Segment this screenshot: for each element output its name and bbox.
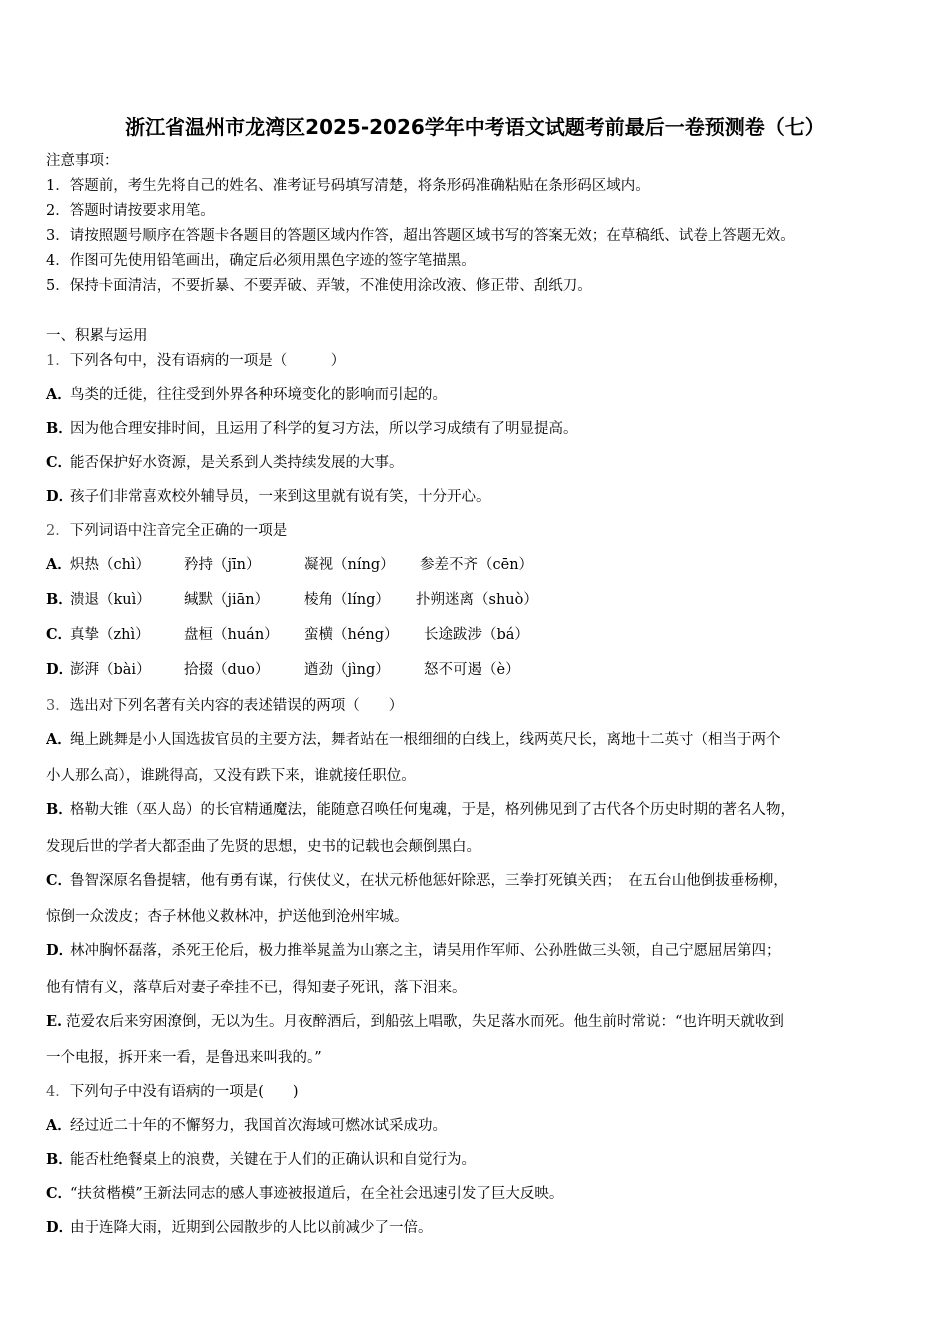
q3-option-e-line1 xyxy=(46,1012,908,1032)
option-text: 经过近二十年的不懈努力，我国首次海域可燃冰试采成功。 xyxy=(70,1118,447,1134)
q1-option-b xyxy=(46,419,578,439)
option-letter: A． xyxy=(46,556,72,573)
option-text: 能否保护好水资源，是关系到人类持续发展的大事。 xyxy=(70,455,404,471)
q4-option-d xyxy=(46,1218,433,1238)
option-word: 扑朔迷离（shuò） xyxy=(416,592,538,608)
option-text: 林冲胸怀磊落，杀死王伦后，极力推举晁盖为山寨之主，请吴用作军师、公孙胜做三头领，自己宁愿屈居第四； xyxy=(70,943,781,959)
question-number: 3． xyxy=(46,698,70,714)
option-letter: B． xyxy=(46,591,73,608)
notice-heading: 注意事项： xyxy=(46,153,119,169)
q3-option-e-line2: 一个电报，拆开来一看，是鲁迅来叫我的。” xyxy=(46,1050,322,1066)
option-text: “扶贫楷模”王新法同志的感人事迹被报道后，在全社会迅速引发了巨大反映。 xyxy=(70,1186,564,1202)
option-word: 缄默（jiān） xyxy=(184,592,270,608)
option-word: 长途跋涉（bá） xyxy=(424,627,529,643)
question-stem: 下列词语中注音完全正确的一项是 xyxy=(69,523,288,539)
option-letter: D． xyxy=(46,488,74,505)
option-letter: A． xyxy=(46,386,72,403)
option-word: 炽热（chì） xyxy=(70,557,151,573)
q3-option-b-line2: 发现后世的学者大都歪曲了先贤的思想，史书的记载也会颠倒黑白。 xyxy=(46,839,481,855)
option-word: 怒不可遏（è） xyxy=(424,662,520,678)
question-number: 4． xyxy=(46,1084,70,1100)
q3-option-b-line1 xyxy=(46,800,908,820)
q4-option-b xyxy=(46,1150,476,1170)
q3-option-c-line1 xyxy=(46,871,908,891)
q1-option-a xyxy=(46,385,447,405)
option-letter: C． xyxy=(46,626,73,643)
notice-item: 5．保持卡面清洁，不要折暴、不要弄破、弄皱，不准使用涂改液、修正带、刮纸刀。 xyxy=(46,278,592,294)
notice-item: 4．作图可先使用铅笔画出，确定后必须用黑色字迹的签字笔描黑。 xyxy=(46,253,476,269)
q3-option-c-line2: 惊倒一众泼皮；杏子林他义救林冲，护送他到沧州牢城。 xyxy=(46,909,409,925)
option-word: 凝视（níng） xyxy=(304,557,395,573)
question-2 xyxy=(46,521,287,541)
option-word: 盘桓（huán） xyxy=(184,627,279,643)
option-letter: B． xyxy=(46,420,73,437)
question-number: 2． xyxy=(46,523,70,539)
option-letter: A． xyxy=(46,1117,72,1134)
option-word: 真挚（zhì） xyxy=(70,627,150,643)
option-text: 鲁智深原名鲁提辖，他有勇有谋，行侠仗义，在状元桥他惩奸除恶，三拳打死镇关西； 在五台山他倒拔垂杨柳， xyxy=(70,873,788,889)
question-number: 1． xyxy=(46,353,70,369)
option-letter: B． xyxy=(46,801,73,818)
q1-option-d xyxy=(46,487,491,507)
option-letter: C． xyxy=(46,454,73,471)
option-letter: D． xyxy=(46,942,74,959)
notice-item: 2．答题时请按要求用笔。 xyxy=(46,203,215,219)
q4-option-a xyxy=(46,1116,447,1136)
q2-option-b xyxy=(46,590,538,610)
notice-item: 1．答题前，考生先将自己的姓名、准考证号码填写清楚，将条形码准确粘贴在条形码区域内。 xyxy=(46,178,650,194)
option-text: 因为他合理安排时间，且运用了科学的复习方法，所以学习成绩有了明显提高。 xyxy=(70,421,578,437)
section-heading: 一、积累与运用 xyxy=(46,328,148,344)
q3-option-a-line2: 小人那么高），谁跳得高，又没有跌下来，谁就接任职位。 xyxy=(46,768,416,784)
q1-option-c xyxy=(46,453,404,473)
option-text: 由于连降大雨，近期到公园散步的人比以前减少了一倍。 xyxy=(70,1220,433,1236)
option-letter: C． xyxy=(46,872,73,889)
option-word: 棱角（líng） xyxy=(304,592,390,608)
q4-option-c xyxy=(46,1184,563,1204)
option-letter: E. xyxy=(46,1013,63,1030)
option-word: 遒劲（jìng） xyxy=(304,662,390,678)
q2-option-d xyxy=(46,660,520,680)
q3-option-d-line2: 他有情有义，落草后对妻子牵挂不已，得知妻子死讯，落下泪来。 xyxy=(46,980,467,996)
q2-option-a xyxy=(46,555,533,575)
option-text: 能否杜绝餐桌上的浪费，关键在于人们的正确认识和自觉行为。 xyxy=(70,1152,476,1168)
question-3 xyxy=(46,696,403,716)
option-text: 格勒大锥（巫人岛）的长官精通魔法，能随意召唤任何鬼魂，于是，格列佛见到了古代各个历史时期的著名人物， xyxy=(70,802,795,818)
option-letter: D． xyxy=(46,661,74,678)
q2-option-c xyxy=(46,625,529,645)
question-stem: 选出对下列名著有关内容的表述错误的两项（ ） xyxy=(69,698,404,714)
question-1 xyxy=(46,351,345,371)
option-letter: D． xyxy=(46,1219,74,1236)
option-word: 矜持（jīn） xyxy=(184,557,261,573)
option-text: 绳上跳舞是小人国选拔官员的主要方法，舞者站在一根细细的白线上，线两英尺长，离地十二英寸（相当于两个 xyxy=(70,732,781,748)
option-text: 鸟类的迁徙，往往受到外界各种环境变化的影响而引起的。 xyxy=(70,387,447,403)
page-title: 浙江省温州市龙湾区2025-2026学年中考语文试题考前最后一卷预测卷（七） xyxy=(125,115,825,139)
question-stem: 下列各句中，没有语病的一项是（ ） xyxy=(69,353,346,369)
option-word: 蛮横（héng） xyxy=(304,627,399,643)
notice-item: 3．请按照题号顺序在答题卡各题目的答题区域内作答，超出答题区域书写的答案无效；在草稿纸、试卷上答题无效。 xyxy=(46,228,795,244)
option-word: 拾掇（duo） xyxy=(184,662,270,678)
option-text: 孩子们非常喜欢校外辅导员，一来到这里就有说有笑，十分开心。 xyxy=(70,489,491,505)
option-letter: A． xyxy=(46,731,72,748)
option-letter: C． xyxy=(46,1185,73,1202)
option-text: 范爱农后来穷困潦倒，无以为生。月夜醉酒后，到船弦上唱歌，失足落水而死。他生前时常说：“也许明天就收到 xyxy=(66,1014,784,1030)
option-word: 参差不齐（cēn） xyxy=(420,557,534,573)
q3-option-a-line1 xyxy=(46,730,908,750)
option-letter: B． xyxy=(46,1151,73,1168)
question-4 xyxy=(46,1082,299,1102)
option-word: 溃退（kuì） xyxy=(70,592,151,608)
question-stem: 下列句子中没有语病的一项是( ) xyxy=(69,1084,299,1100)
q3-option-d-line1 xyxy=(46,941,908,961)
option-word: 澎湃（bài） xyxy=(70,662,151,678)
